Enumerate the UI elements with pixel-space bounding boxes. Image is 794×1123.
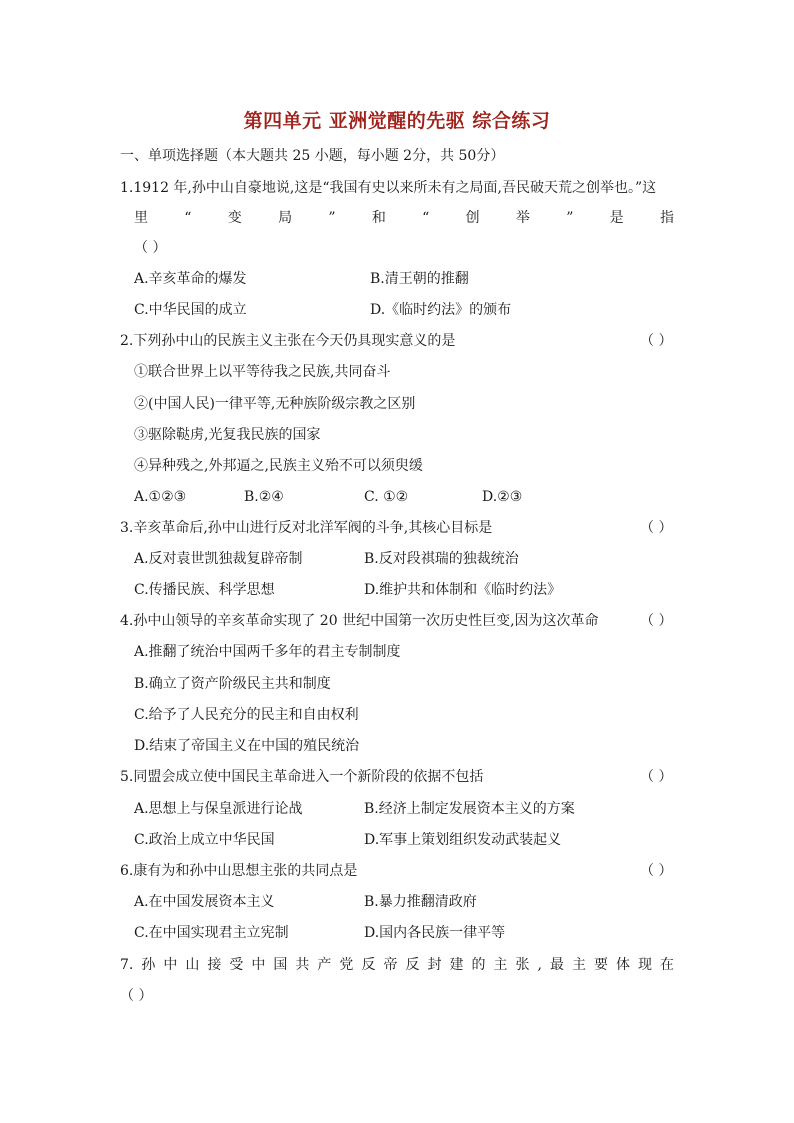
question-1-option-c: C.中华民国的成立 xyxy=(134,302,247,318)
q1-char: 是 xyxy=(609,210,624,226)
question-5-option-c: C.政治上成立中华民国 xyxy=(134,832,275,848)
question-2-option-c: C. ①② xyxy=(364,489,409,505)
question-4-option-d: D.结束了帝国主义在中国的殖民统治 xyxy=(134,738,360,754)
q1-char: 举 xyxy=(515,210,530,226)
document-title: 第四单元 亚洲觉醒的先驱 综合练习 xyxy=(243,110,551,132)
question-4-paren: （ ） xyxy=(640,613,673,629)
question-5-stem: 5.同盟会成立使中国民主革命进入一个新阶段的依据不包括 xyxy=(120,769,484,785)
q1-char: ” xyxy=(328,210,336,226)
question-5-option-b: B.经济上制定发展资本主义的方案 xyxy=(364,801,575,817)
question-1-option-d: D.《临时约法》的颁布 xyxy=(370,302,512,318)
question-6-paren: （ ） xyxy=(640,863,673,879)
question-2-item-1: ①联合世界上以平等待我之民族,共同奋斗 xyxy=(134,364,391,380)
question-6-stem: 6.康有为和孙中山思想主张的共同点是 xyxy=(120,863,358,879)
question-4-option-c: C.给予了人民充分的民主和自由权利 xyxy=(134,707,359,723)
q1-char: ” xyxy=(566,210,574,226)
q1-char: 变 xyxy=(227,210,242,226)
question-6-option-d: D.国内各民族一律平等 xyxy=(364,925,506,941)
question-3-option-c: C.传播民族、科学思想 xyxy=(134,582,275,598)
question-3-option-a: A.反对袁世凯独裁复辟帝制 xyxy=(134,551,303,567)
question-2-option-b: B.②④ xyxy=(244,489,284,505)
question-3-option-b: B.反对段祺瑞的独裁统治 xyxy=(364,551,519,567)
q1-char: 指 xyxy=(659,210,674,226)
question-2-item-2: ②(中国人民)一律平等,无种族阶级宗教之区别 xyxy=(134,396,416,412)
question-3-stem: 3.辛亥革命后,孙中山进行反对北洋军阀的斗争,其核心目标是 xyxy=(120,520,493,536)
question-2-option-a: A.①②③ xyxy=(134,489,187,505)
question-1-continuation xyxy=(134,208,674,228)
q1-char: “ xyxy=(422,210,430,226)
question-6-option-b: B.暴力推翻清政府 xyxy=(364,894,477,910)
question-4-option-a: A.推翻了统治中国两千多年的君主专制制度 xyxy=(134,644,401,660)
question-2-stem: 2.下列孙中山的民族主义主张在今天仍具现实意义的是 xyxy=(120,333,456,349)
q1-char: 创 xyxy=(465,210,480,226)
q1-char: 和 xyxy=(371,210,386,226)
question-2-paren: （ ） xyxy=(640,333,673,349)
question-1-paren: （ ） xyxy=(134,240,167,256)
question-6-option-c: C.在中国实现君主立宪制 xyxy=(134,925,289,941)
question-1-option-a: A.辛亥革命的爆发 xyxy=(134,271,247,287)
question-3-option-d: D.维护共和体制和《临时约法》 xyxy=(364,582,562,598)
question-1-stem: 1.1912 年,孙中山自豪地说,这是“我国有史以来所未有之局面,吾民破天荒之创举也。”这 xyxy=(120,180,657,196)
question-4-option-b: B.确立了资产阶级民主共和制度 xyxy=(134,676,331,692)
q1-char: 局 xyxy=(278,210,293,226)
question-5-option-d: D.军事上策划组织发动武装起义 xyxy=(364,832,562,848)
question-5-option-a: A.思想上与保皇派进行论战 xyxy=(134,801,303,817)
question-7-stem: 7.孙中山接受中国共产党反帝反封建的主张,最主要体现在 xyxy=(120,957,674,973)
question-1-option-b: B.清王朝的推翻 xyxy=(370,271,469,287)
q1-char: “ xyxy=(184,210,192,226)
question-2-option-d: D.②③ xyxy=(482,489,523,505)
question-3-paren: （ ） xyxy=(640,520,673,536)
question-7-paren: （ ） xyxy=(120,988,153,1004)
question-2-item-4: ④异种残之,外邦逼之,民族主义殆不可以须臾缓 xyxy=(134,458,423,474)
question-2-item-3: ③驱除鞑虏,光复我民族的国家 xyxy=(134,427,321,443)
question-5-paren: （ ） xyxy=(640,769,673,785)
question-4-stem: 4.孙中山领导的辛亥革命实现了 20 世纪中国第一次历史性巨变,因为这次革命 xyxy=(120,613,599,629)
q1-char: 里 xyxy=(134,210,148,226)
question-6-option-a: A.在中国发展资本主义 xyxy=(134,894,275,910)
section-heading: 一、单项选择题（本大题共 25 小题，每小题 2分，共 50分） xyxy=(120,148,505,164)
